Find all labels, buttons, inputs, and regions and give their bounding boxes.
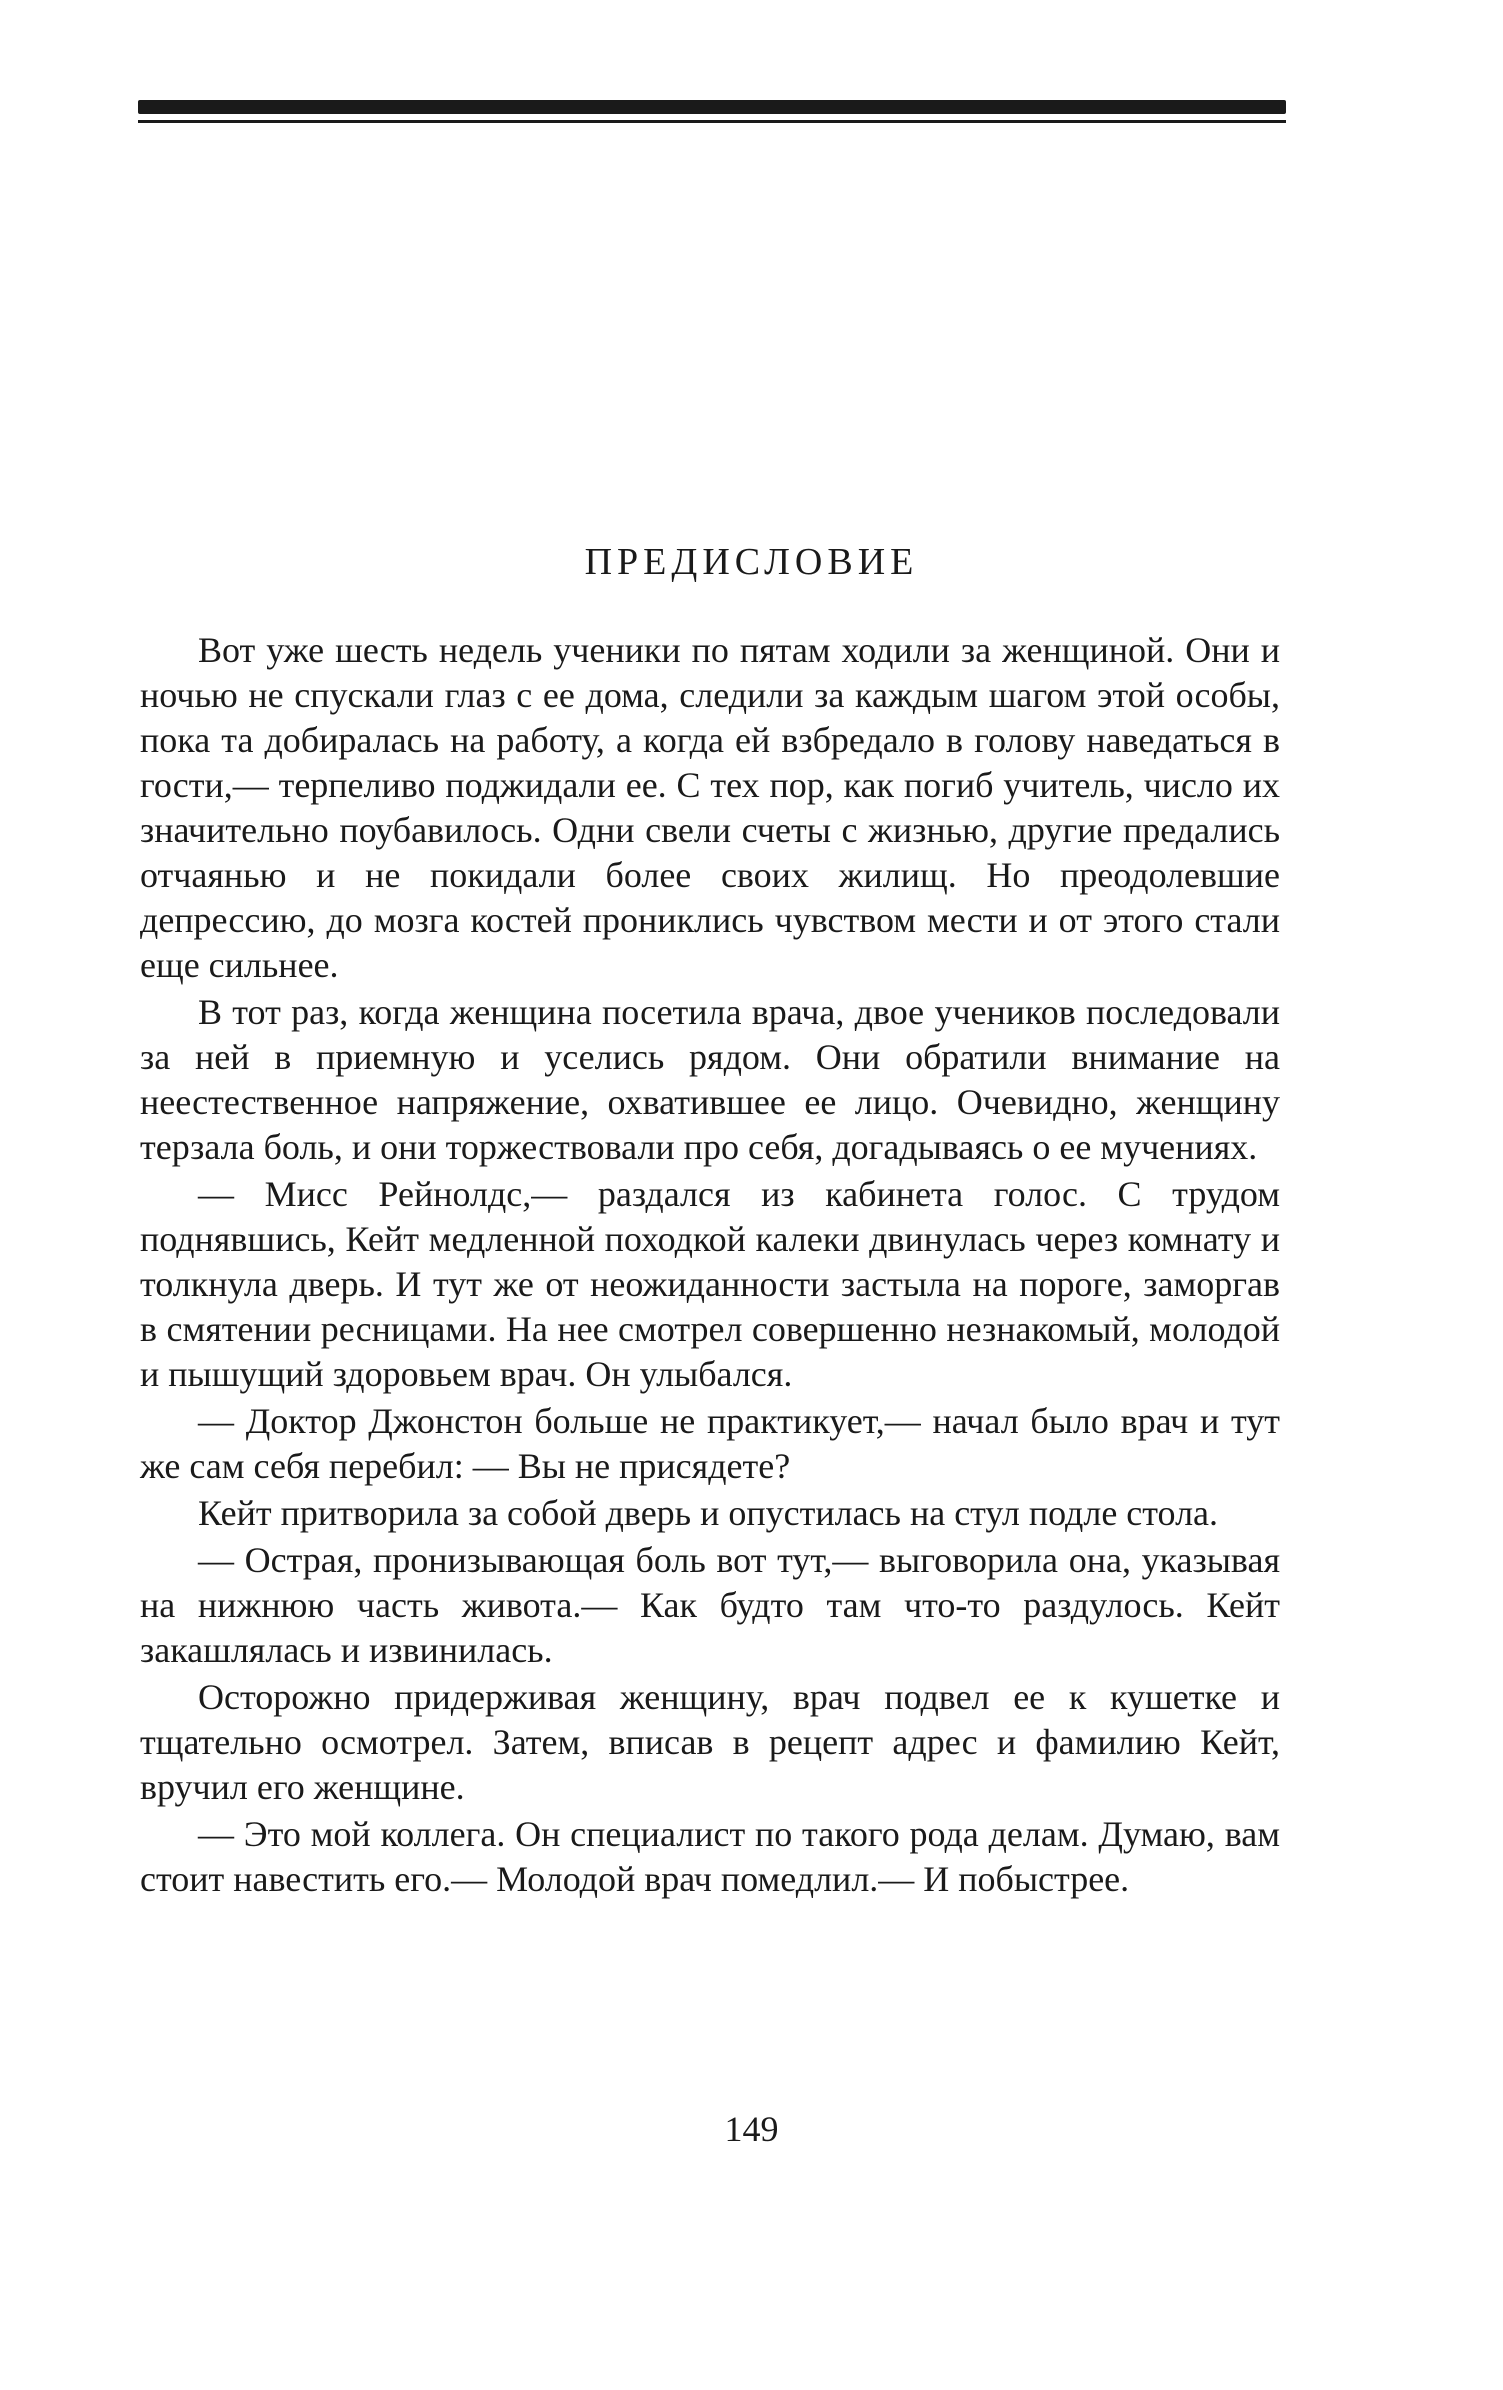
paragraph: Вот уже шесть недель ученики по пятам ходили за женщиной. Они и ночью не спускали глаз с ее дома, следили за каждым шагом этой особы, пока та добиралась на работу, а когда ей взбредало в голову наведаться в гости,— терпеливо поджидали ее. С тех пор, как погиб учитель, число их значительно поубавилось. Одни свели счеты с жизнью, другие предались отчаянью и не покидали более своих жилищ. Но преодолевшие депрессию, до мозга костей прониклись чувством мести и от этого стали еще сильнее. [140, 630, 1280, 985]
paragraph: — Доктор Джонстон больше не практикует,— начал было врач и тут же сам себя перебил: — Вы не присядете? [140, 1401, 1280, 1486]
paragraph: Кейт притворила за собой дверь и опустилась на стул подле стола. [198, 1493, 1219, 1533]
paragraph: Осторожно придерживая женщину, врач подвел ее к кушетке и тщательно осмотрел. Затем, вписав в рецепт адрес и фамилию Кейт, вручил его женщине. [140, 1677, 1280, 1807]
paragraph: — Острая, пронизывающая боль вот тут,— выговорила она, указывая на нижнюю часть живота.— Как будто там что-то раздулось. Кейт закашлялась и извинилась. [140, 1540, 1280, 1670]
page-number: 149 [724, 2109, 779, 2149]
top-rule [138, 100, 1286, 114]
top-rule-underline [138, 120, 1286, 123]
chapter-heading: ПРЕДИСЛОВИЕ [584, 541, 919, 583]
body-text [140, 628, 1280, 1904]
paragraph: — Мисс Рейнолдс,— раздался из кабинета голос. С трудом поднявшись, Кейт медленной походкой калеки двинулась через комнату и толкнула дверь. И тут же от неожиданности застыла на пороге, заморгав в смятении ресницами. На нее смотрел совершенно незнакомый, молодой и пышущий здоровьем врач. Он улыбался. [140, 1174, 1280, 1394]
paragraph: — Это мой коллега. Он специалист по такого рода делам. Думаю, вам стоит навестить его.— Молодой врач помедлил.— И побыстрее. [140, 1814, 1280, 1899]
paragraph: В тот раз, когда женщина посетила врача, двое учеников последовали за ней в приемную и уселись рядом. Они обратили внимание на неестественное напряжение, охватившее ее лицо. Очевидно, женщину терзала боль, и они торжествовали про себя, догадываясь о ее мучениях. [140, 992, 1280, 1167]
